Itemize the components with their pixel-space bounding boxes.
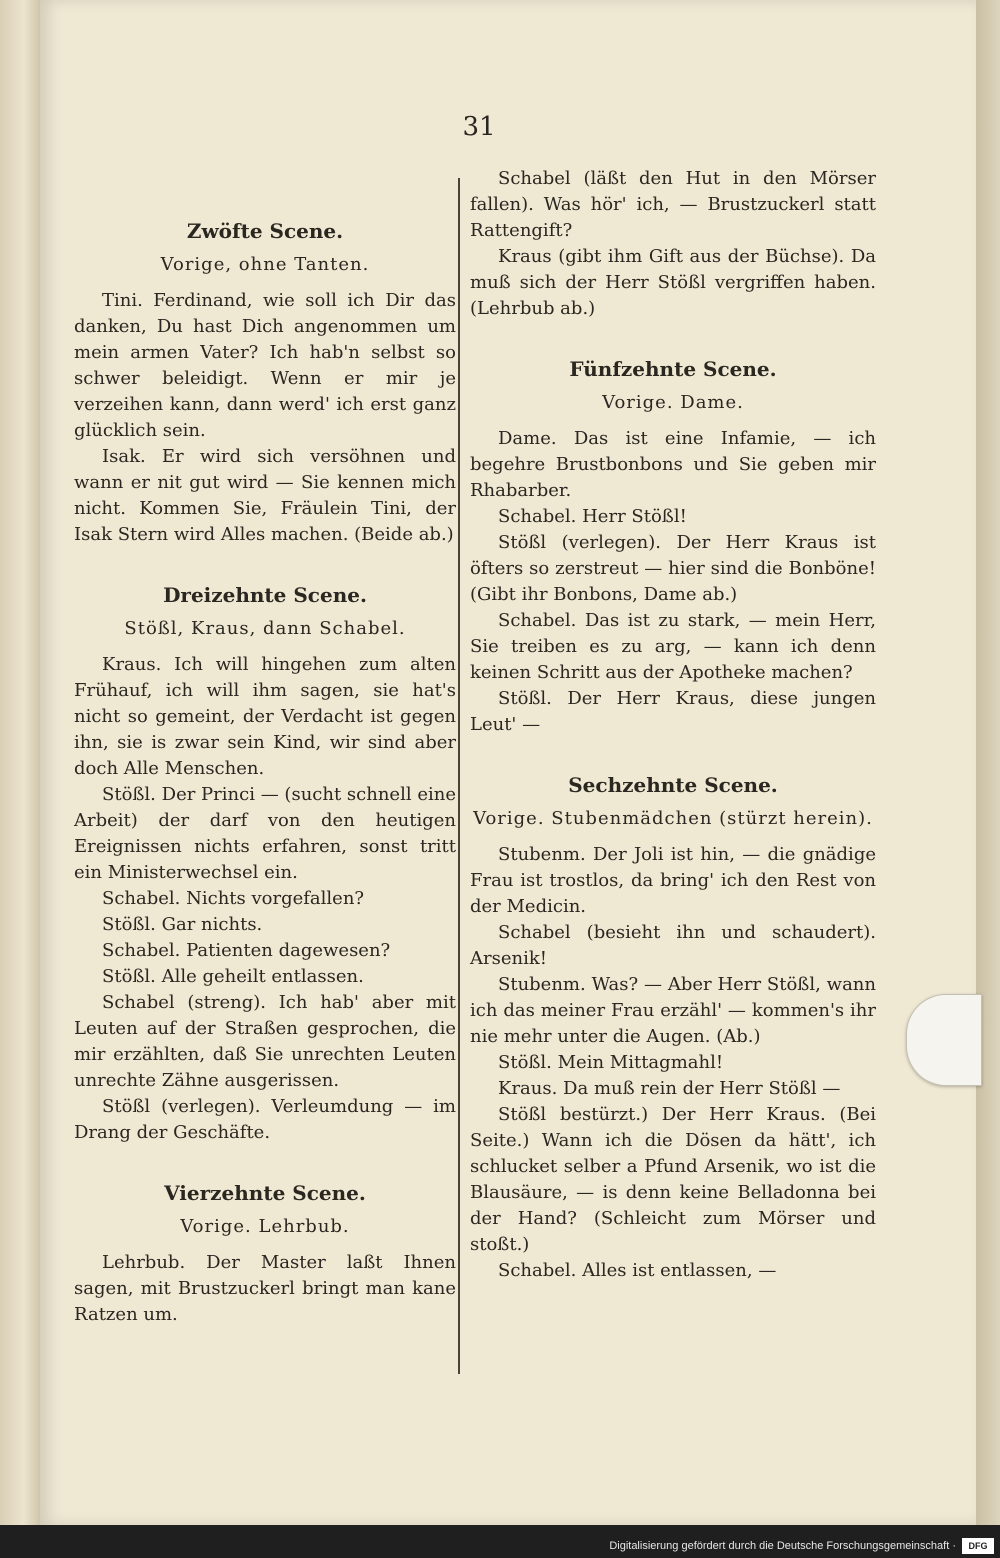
scene-cast: Vorige. Lehrbub. xyxy=(180,1216,350,1237)
dialogue-paragraph: Kraus. Da muß rein der Herr Stößl — xyxy=(498,1078,841,1099)
dialogue-paragraph: Stößl. Mein Mittagmahl! xyxy=(498,1052,724,1073)
dialogue-paragraph: Schabel. Das ist zu stark, — mein Herr, Sie treiben es zu arg, — kann ich denn keinen Schritt aus der Apotheke machen? xyxy=(470,610,876,683)
left-column xyxy=(74,200,456,1328)
scene-cast: Vorige. Stubenmädchen (stürzt herein). xyxy=(473,808,873,829)
scene-cast: Stößl, Kraus, dann Schabel. xyxy=(124,618,406,639)
dialogue-paragraph: Isak. Er wird sich versöhnen und wann er nit gut wird — Sie kennen mich nicht. Kommen Sie, Fräulein Tini, der Isak Stern wird Alles machen. (Beide ab.) xyxy=(74,446,456,545)
dfg-logo-icon: DFG xyxy=(962,1538,994,1554)
dialogue-paragraph: Kraus. Ich will hingehen zum alten Frühauf, ich will ihm sagen, sie hat's nicht so gemeint, der Verdacht ist gegen ihn, sie is zwar sein Kind, wir sind aber doch Alle Menschen. xyxy=(74,654,456,779)
dialogue-paragraph: Stößl. Der Herr Kraus, diese jungen Leut' — xyxy=(470,688,876,735)
dialogue-paragraph: Schabel (läßt den Hut in den Mörser fallen). Was hör' ich, — Brustzuckerl statt Rattengift? xyxy=(470,168,876,241)
dialogue-paragraph: Schabel. Nichts vorgefallen? xyxy=(102,888,365,909)
column-divider xyxy=(458,178,460,1374)
scene-heading: Fünfzehnte Scene. xyxy=(569,357,777,381)
scene-cast: Vorige, ohne Tanten. xyxy=(160,254,370,275)
dialogue-paragraph: Lehrbub. Der Master laßt Ihnen sagen, mit Brustzuckerl bringt man kane Ratzen um. xyxy=(74,1252,456,1325)
dialogue-paragraph: Stubenm. Was? — Aber Herr Stößl, wann ich das meiner Frau erzähl' — kommen's ihr nie mehr unter die Augen. (Ab.) xyxy=(470,974,876,1047)
page-tab-marker xyxy=(906,994,982,1086)
right-column xyxy=(470,166,876,1284)
dialogue-paragraph: Stößl. Der Princi — (sucht schnell eine Arbeit) der darf von den heutigen Ereignissen nichts erfahren, sonst tritt ein Ministerwechsel ein. xyxy=(74,784,456,883)
scene-heading: Dreizehnte Scene. xyxy=(163,583,367,607)
scene-heading: Zwöfte Scene. xyxy=(186,219,344,243)
scene-cast: Vorige. Dame. xyxy=(602,392,744,413)
dialogue-paragraph: Schabel. Patienten dagewesen? xyxy=(102,940,391,961)
page-stack-edge xyxy=(976,0,1000,1525)
dialogue-paragraph: Schabel. Herr Stößl! xyxy=(498,506,687,527)
dialogue-paragraph: Schabel (streng). Ich hab' aber mit Leuten auf der Straßen gesprochen, die mir erzählten, daß Sie unrechten Leuten unrechte Zähne ausgerissen. xyxy=(74,992,456,1091)
dialogue-paragraph: Tini. Ferdinand, wie soll ich Dir das danken, Du hast Dich angenommen um mein armen Vater? Ich hab'n selbst so schwer beleidigt. Wenn er mir je verzeihen kann, dann werd' ich erst ganz glücklich sein. xyxy=(74,290,456,441)
dialogue-paragraph: Dame. Das ist eine Infamie, — ich begehre Brustbonbons und Sie geben mir Rhabarber. xyxy=(470,428,876,501)
dialogue-paragraph: Stubenm. Der Joli ist hin, — die gnädige Frau ist trostlos, da bring' ich den Rest von der Medicin. xyxy=(470,844,876,917)
scene-heading: Vierzehnte Scene. xyxy=(164,1181,366,1205)
dialogue-paragraph: Schabel. Alles ist entlassen, — xyxy=(498,1260,777,1281)
dialogue-paragraph: Kraus (gibt ihm Gift aus der Büchse). Da muß sich der Herr Stößl vergriffen haben. (Lehrbub ab.) xyxy=(470,246,876,319)
dialogue-paragraph: Stößl. Alle geheilt entlassen. xyxy=(102,966,364,987)
dialogue-paragraph: Schabel (besieht ihn und schaudert). Arsenik! xyxy=(470,922,876,969)
previous-page-edge xyxy=(0,0,41,1525)
dialogue-paragraph: Stößl. Gar nichts. xyxy=(102,914,263,935)
scene-heading: Sechzehnte Scene. xyxy=(568,773,778,797)
page-number: 31 xyxy=(462,112,496,142)
dialogue-paragraph: Stößl bestürzt.) Der Herr Kraus. (Bei Seite.) Wann ich die Dösen da hätt', ich schlucket selber a Pfund Arsenik, wo ist die Blausäure, — is denn keine Belladonna bei der Hand? (Schleicht zum Mörser und stoßt.) xyxy=(470,1104,876,1255)
dialogue-paragraph: Stößl (verlegen). Der Herr Kraus ist öfters so zerstreut — hier sind die Bonböne! (Gibt ihr Bonbons, Dame ab.) xyxy=(470,532,876,605)
footer-credit: Digitalisierung gefördert durch die Deutsche Forschungsgemeinschaft · xyxy=(609,1540,956,1552)
dialogue-paragraph: Stößl (verlegen). Verleumdung — im Drang der Geschäfte. xyxy=(74,1096,456,1143)
